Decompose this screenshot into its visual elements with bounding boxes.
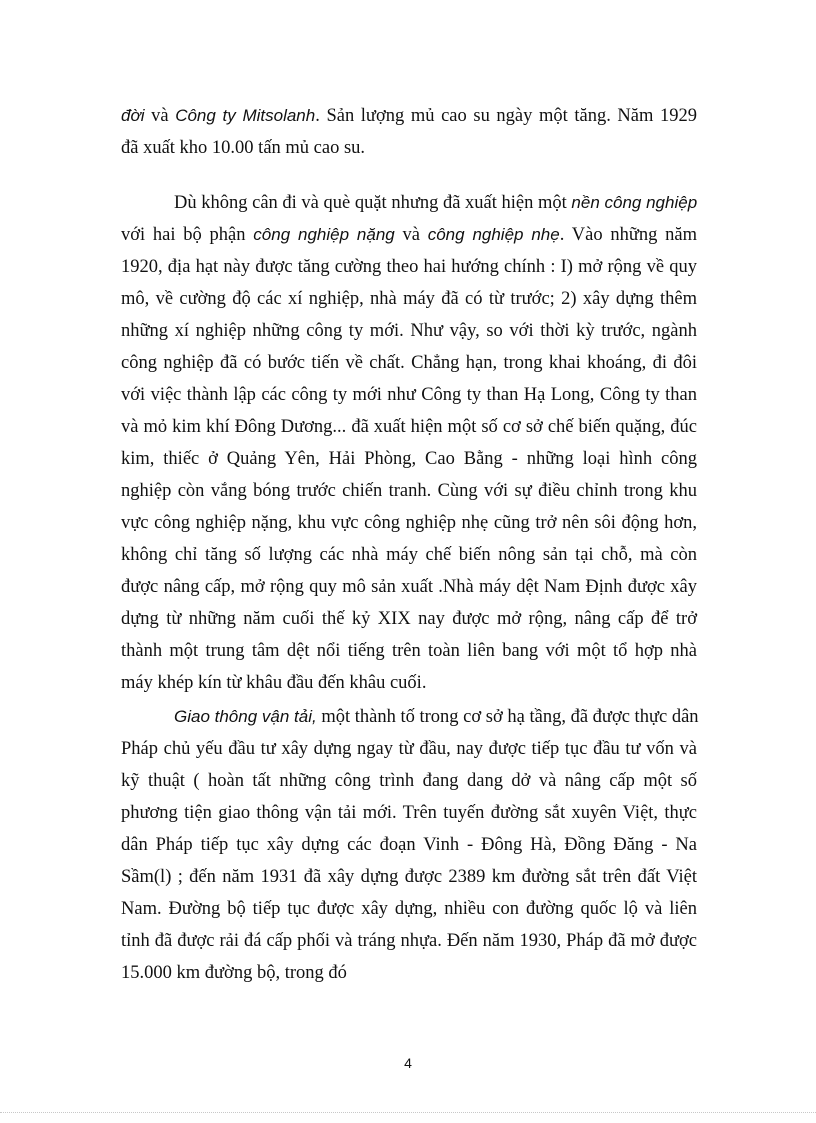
text-line: [121, 511, 697, 535]
text-line: [121, 136, 697, 160]
text-line: [121, 223, 697, 247]
text-run: những xí nghiệp những công ty mới. Như vậy, so với thời kỳ trước, ngành: [121, 321, 697, 341]
italic-text: Giao thông vận tải,: [174, 707, 317, 726]
italic-text: đời: [121, 106, 145, 125]
text-run: . Sản lượng mủ cao su ngày một tăng. Năm 1929: [315, 106, 697, 126]
text-run: với hai bộ phận: [121, 225, 254, 245]
text-line: [121, 287, 697, 311]
text-run: với việc thành lập các công ty mới như Công ty than Hạ Long, Công ty than: [121, 385, 697, 405]
text-line: [121, 415, 697, 439]
text-line: [121, 833, 697, 857]
text-run: kỹ thuật ( hoàn tất những công trình đang dang dở và nâng cấp một số: [121, 771, 697, 791]
text-line: [121, 383, 697, 407]
page-number: 4: [404, 1055, 412, 1071]
text-run: tỉnh đã được rải đá cấp phối và tráng nhựa. Đến năm 1930, Pháp đã mở được: [121, 931, 697, 951]
text-run: 15.000 km đường bộ, trong đó: [121, 963, 347, 983]
text-run: thành một trung tâm dệt nổi tiếng trên toàn liên bang với một tổ hợp nhà: [121, 641, 697, 661]
text-line: [121, 607, 697, 631]
text-line: [121, 255, 697, 279]
text-run: . Vào những năm: [559, 225, 697, 245]
italic-text: nền công nghiệp: [571, 193, 698, 212]
text-line: [121, 865, 697, 889]
text-line: [121, 104, 697, 128]
text-run: mô, về cường độ các xí nghiệp, nhà máy đã có từ trước; 2) xây dựng thêm: [121, 289, 697, 309]
text-line: [121, 801, 697, 825]
italic-text: Công ty Mitsolanh: [175, 106, 316, 125]
text-run: Sầm(l) ; đến năm 1931 đã xây dựng được 2389 km đường sắt trên đất Việt: [121, 867, 697, 887]
text-run: nghiệp còn vắng bóng trước chiến tranh. Cùng với sự điều chỉnh trong khu: [121, 481, 697, 501]
text-line: [121, 575, 697, 599]
text-run: công nghiệp đã có bước tiến về chất. Chẳng hạn, trong khai khoáng, đi đôi: [121, 353, 697, 373]
page-bottom-border: [0, 1112, 816, 1113]
text-line: [121, 639, 697, 663]
text-line: [121, 351, 697, 375]
text-run: được nâng cấp, mở rộng quy mô sản xuất .Nhà máy dệt Nam Định được xây: [121, 577, 697, 597]
text-run: kim, thiếc ở Quảng Yên, Hải Phòng, Cao Bằng - những loại hình công: [121, 449, 697, 469]
text-run: vực công nghiệp nặng, khu vực công nghiệp nhẹ cũng trở nên sôi động hơn,: [121, 513, 697, 533]
text-line: [174, 705, 697, 729]
text-run: không chỉ tăng số lượng các nhà máy chế biến nông sản tại chỗ, mà còn: [121, 545, 697, 565]
text-run: một thành tố trong cơ sở hạ tầng, đã được thực dân: [316, 707, 699, 727]
text-line: [121, 319, 697, 343]
text-line: [121, 769, 697, 793]
text-run: đã xuất kho 10.00 tấn mủ cao su.: [121, 138, 366, 158]
text-run: Dù không cân đi và què quặt nhưng đã xuất hiện một: [174, 193, 572, 213]
text-run: 1920, địa hạt này được tăng cường theo hai hướng chính : I) mở rộng về quy: [121, 257, 697, 277]
text-line: [174, 191, 697, 215]
text-run: Nam. Đường bộ tiếp tục được xây dựng, nhiều con đường quốc lộ và liên: [121, 899, 697, 919]
text-run: dân Pháp tiếp tục xây dựng các đoạn Vinh - Đông Hà, Đồng Đăng - Na: [121, 835, 697, 855]
text-run: và: [144, 106, 176, 126]
text-line: [121, 737, 697, 761]
text-line: [121, 543, 697, 567]
italic-text: công nghiệp nhẹ: [427, 225, 560, 244]
text-line: [121, 479, 697, 503]
text-run: phương tiện giao thông vận tải mới. Trên tuyến đường sắt xuyên Việt, thực: [121, 803, 697, 823]
text-line: [121, 961, 697, 985]
text-run: và mỏ kim khí Đông Dương... đã xuất hiện một số cơ sở chế biến quặng, đúc: [121, 417, 697, 437]
text-line: [121, 897, 697, 921]
text-line: [121, 447, 697, 471]
text-run: Pháp chủ yếu đầu tư xây dựng ngay từ đầu, nay được tiếp tục đầu tư vốn và: [121, 739, 697, 759]
text-run: dựng từ những năm cuối thế kỷ XIX nay được mở rộng, nâng cấp để trở: [121, 609, 697, 629]
italic-text: công nghiệp nặng: [253, 225, 395, 244]
text-line: [121, 671, 697, 695]
text-run: máy khép kín từ khâu đầu đến khâu cuối.: [121, 673, 427, 693]
text-line: [121, 929, 697, 953]
text-run: và: [394, 225, 428, 245]
